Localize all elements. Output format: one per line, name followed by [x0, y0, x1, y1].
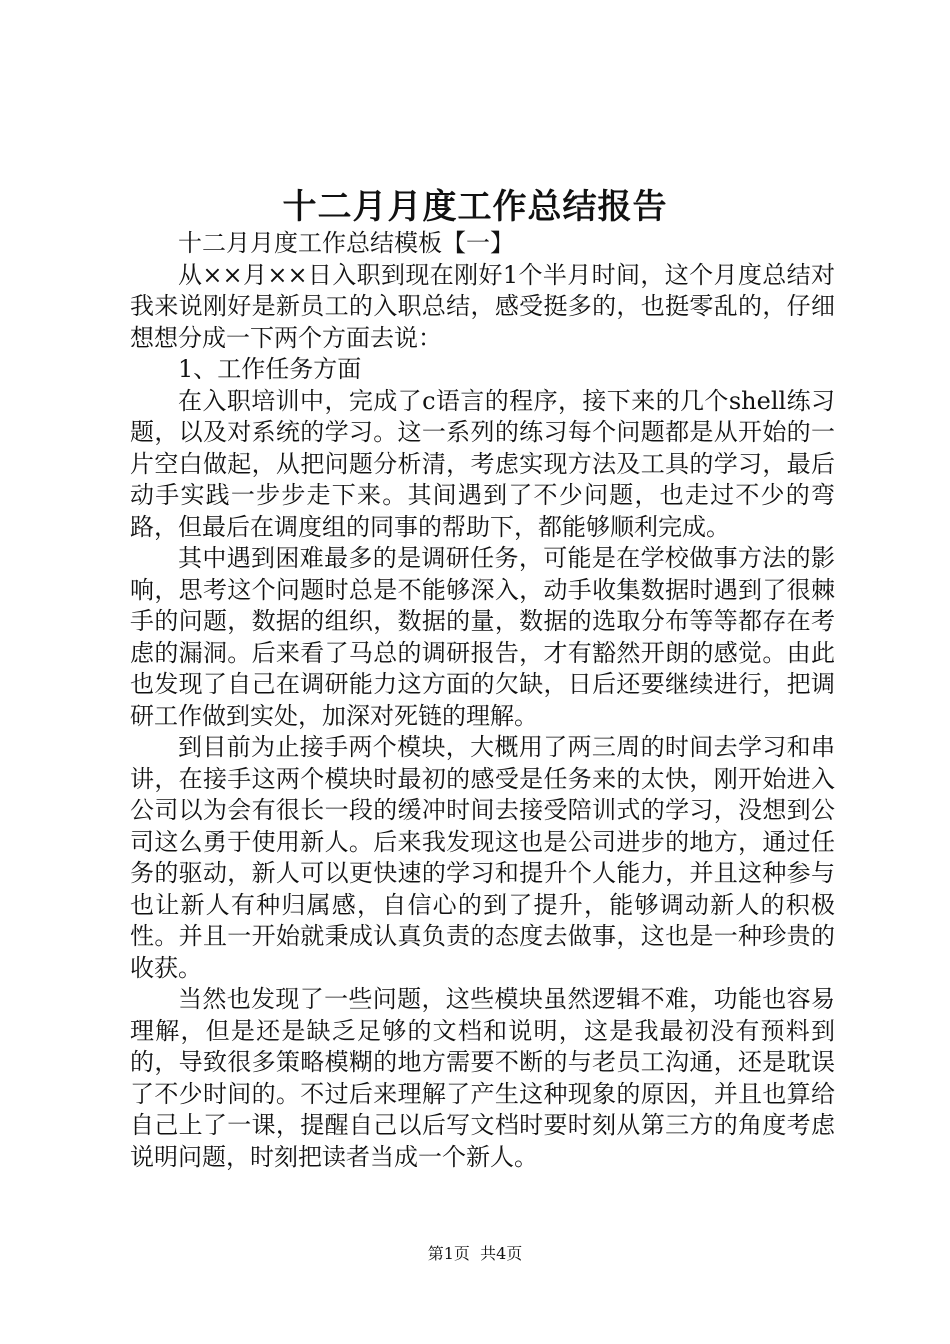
- body-paragraph: 当然也发现了一些问题，这些模块虽然逻辑不难，功能也容易理解，但是还是缺乏足够的文档和说明，这是我最初没有预料到的，导致很多策略模糊的地方需要不断的与老员工沟通，还是耽误了不少时间的。不过后来理解了产生这种现象的原因，并且也算给自己上了一课，提醒自己以后写文档时要时刻从第三方的角度考虑说明问题，时刻把读者当成一个新人。: [130, 985, 835, 1171]
- body-paragraph: 其中遇到困难最多的是调研任务，可能是在学校做事方法的影响，思考这个问题时总是不能够深入，动手收集数据时遇到了很棘手的问题，数据的组织，数据的量，数据的选取分布等等都存在考虑的漏洞。后来看了马总的调研报告，才有豁然开朗的感觉。由此也发现了自己在调研能力这方面的欠缺，日后还要继续进行，把调研工作做到实处，加深对死链的理解。: [130, 544, 835, 730]
- intro-paragraph: 从××月××日入职到现在刚好1个半月时间，这个月度总结对我来说刚好是新员工的入职总结，感受挺多的，也挺零乱的，仔细想想分成一下两个方面去说：: [130, 260, 835, 352]
- document-body: [130, 228, 835, 1173]
- page-footer: [0, 1243, 950, 1265]
- page-total: 共4页: [480, 1244, 523, 1263]
- section-heading: 1、工作任务方面: [178, 355, 362, 383]
- subtitle-paragraph: 十二月月度工作总结模板【一】: [178, 229, 514, 257]
- document-title: 十二月月度工作总结报告: [282, 187, 668, 227]
- body-paragraph: 在入职培训中，完成了c语言的程序，接下来的几个shell练习题，以及对系统的学习。这一系列的练习每个问题都是从开始的一片空白做起，从把问题分析清，考虑实现方法及工具的学习，最后动手实践一步步走下来。其间遇到了不少问题，也走过不少的弯路，但最后在调度组的同事的帮助下，都能够顺利完成。: [130, 386, 835, 541]
- page-number: 第1页: [427, 1244, 470, 1263]
- body-paragraph: 到目前为止接手两个模块，大概用了两三周的时间去学习和串讲，在接手这两个模块时最初的感受是任务来的太快，刚开始进入公司以为会有很长一段的缓冲时间去接受陪训式的学习，没想到公司这么勇于使用新人。后来我发现这也是公司进步的地方，通过任务的驱动，新人可以更快速的学习和提升个人能力，并且这种参与也让新人有种归属感，自信心的到了提升，能够调动新人的积极性。并且一开始就秉成认真负责的态度去做事，这也是一种珍贵的收获。: [130, 733, 835, 982]
